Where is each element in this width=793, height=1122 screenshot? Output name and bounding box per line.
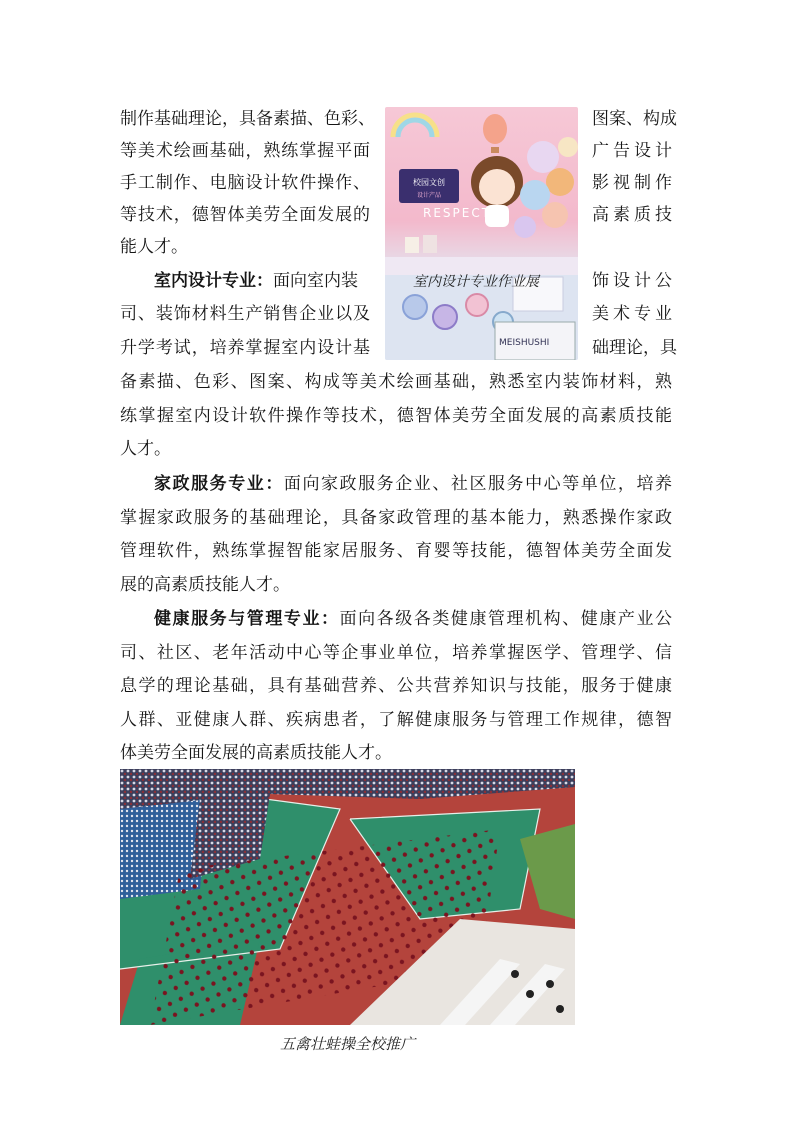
paragraph-heading: 家政服务专业：面向家政服务企业、社区服务中心等单位，培养 <box>154 474 673 494</box>
text-line: 图案、构成 <box>592 109 677 129</box>
text-line: 等技术，德智体美劳全面发展的 <box>120 205 370 225</box>
text-line: 备素描、色彩、图案、构成等美术绘画基础，熟悉室内装饰材料，熟 <box>120 372 672 392</box>
sign-subtext: 设计产品 <box>416 192 442 199</box>
text-line: 管理软件，熟练掌握智能家居服务、育婴等技能，德智体美劳全面发 <box>120 541 672 561</box>
text-line: 影视制作 <box>592 173 672 193</box>
text-line: 司、社区、老年活动中心等企事业单位，培养掌握医学、管理学、信 <box>120 643 672 663</box>
text-line: 司、装饰材料生产销售企业以及 <box>120 304 370 324</box>
text-line: 饰设计公 <box>592 271 672 291</box>
exhibition-illustration <box>385 107 578 360</box>
text-line: 升学考试，培养掌握室内设计基 <box>120 338 370 358</box>
photo-caption: 室内设计专业作业展 <box>413 274 539 290</box>
text-line: 人群、亚健康人群、疾病患者，了解健康服务与管理工作规律，德智 <box>120 710 672 730</box>
text-line: 等美术绘画基础，熟练掌握平面 <box>120 141 370 161</box>
exercise-illustration <box>120 769 575 1025</box>
text-line: 能人才。 <box>120 237 188 257</box>
text-line: 手工制作、电脑设计软件操作、 <box>120 173 370 193</box>
text-line: 体美劳全面发展的高素质技能人才。 <box>120 743 392 763</box>
text-line: 制作基础理论，具备素描、色彩、 <box>120 109 375 129</box>
text-line: 掌握家政服务的基础理论，具备家政管理的基本能力，熟悉操作家政 <box>120 508 672 528</box>
photo-caption: 五禽壮蛙操全校推广 <box>280 1035 416 1053</box>
box-text: MEISHUSHI <box>499 338 550 348</box>
text-line: 础理论，具 <box>592 338 677 358</box>
paragraph-heading: 室内设计专业：面向室内装 <box>154 271 358 291</box>
exhibition-photo <box>385 107 578 360</box>
text-line: 人才。 <box>120 439 171 459</box>
paragraph-heading: 健康服务与管理专业：面向各级各类健康管理机构、健康产业公 <box>154 609 673 629</box>
sign-text: 校园文创 <box>413 178 445 187</box>
school-exercise-photo <box>120 769 575 1025</box>
banner-text: RESPECT <box>423 206 492 220</box>
text-line: 息学的理论基础，具有基础营养、公共营养知识与技能，服务于健康 <box>120 676 672 696</box>
text-line: 美术专业 <box>592 304 672 324</box>
text-line: 高素质技 <box>592 205 672 225</box>
text-line: 广告设计 <box>592 141 672 161</box>
text-line: 练掌握室内设计软件操作等技术，德智体美劳全面发展的高素质技能 <box>120 406 672 426</box>
text-line: 展的高素质技能人才。 <box>120 575 290 595</box>
